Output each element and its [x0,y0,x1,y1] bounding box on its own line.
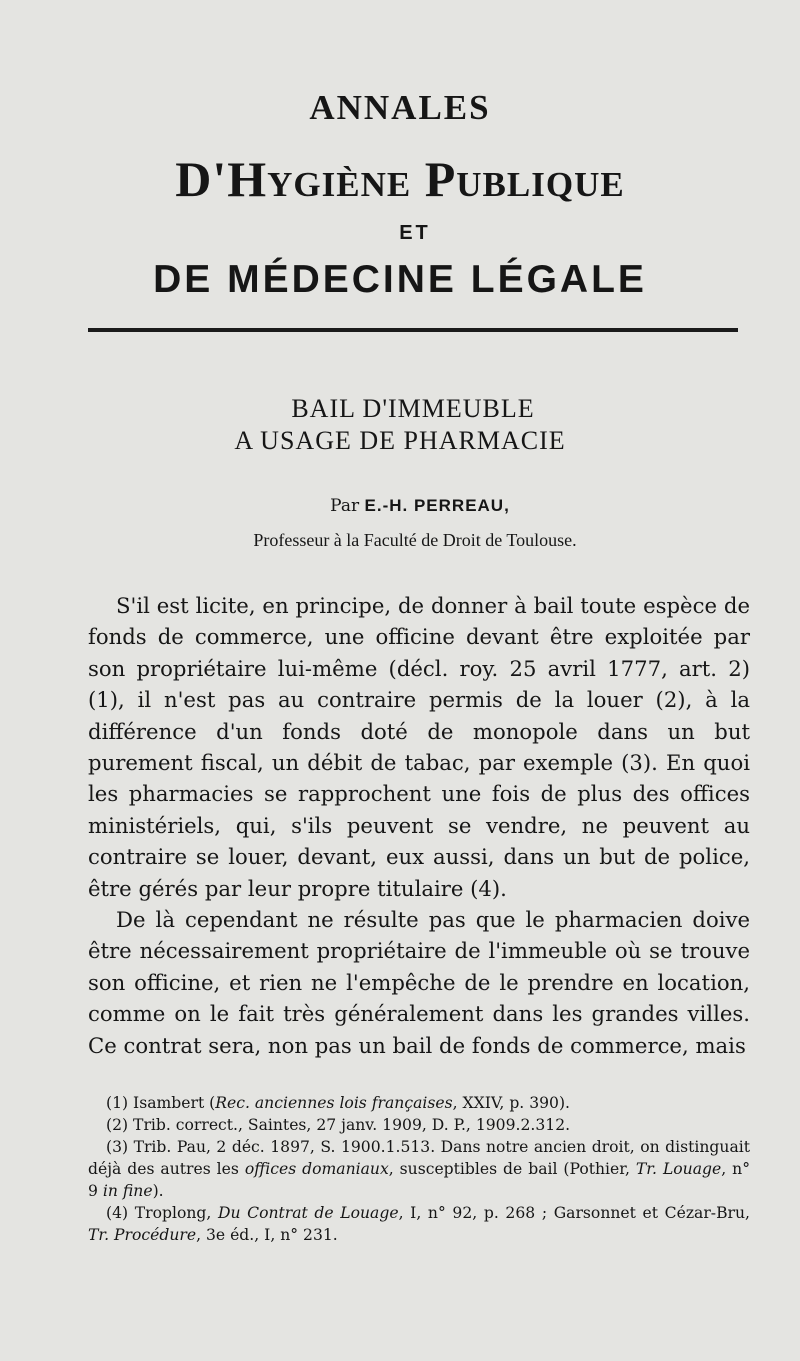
footnote-3-text-3: , n° 9 [88,1160,750,1200]
journal-et-conjunction: ET [399,222,431,244]
footnote-3-text-end: ). [152,1182,164,1200]
footnote-3 [88,1136,750,1202]
footnote-3-text-2: , susceptibles de bail (Pothier, [388,1160,636,1178]
journal-title-line-1: D'Hygiène Publique [175,151,625,207]
author-name: E.-H. PERREAU, [364,496,510,515]
footnote-3-italic-3: in fine [102,1182,153,1200]
article-body [88,590,750,1061]
journal-annales-heading: ANNALES [309,88,491,127]
footnote-1-text: (1) Isambert ( [106,1094,216,1112]
footnote-4-italic-1: Du Contrat de Louage [217,1204,399,1222]
footnote-3-italic-2: Tr. Louage [635,1160,722,1178]
footnote-2: (2) Trib. correct., Saintes, 27 janv. 1909, D. P., 1909.2.312. [106,1116,571,1134]
footnote-4 [88,1202,750,1246]
footnote-1-text-end: , XXIV, p. 390). [452,1094,571,1112]
article-title-line-2: A USAGE DE PHARMACIE [234,426,566,455]
footnote-4-text: (4) Troplong, [106,1204,218,1222]
article-byline [0,496,800,516]
footnote-3-italic-1: offices domaniaux [244,1160,389,1178]
footnote-4-italic-2: Tr. Procédure [88,1226,197,1244]
author-affiliation: Professeur à la Faculté de Droit de Toulouse. [253,530,577,550]
journal-title-line-2: DE MÉDECINE LÉGALE [153,258,647,301]
article-title-line-1: BAIL D'IMMEUBLE [291,394,535,423]
footnote-1 [88,1092,750,1114]
body-paragraph-2: De là cependant ne résulte pas que le pharmacien doive être nécessairement propriétaire de l'immeuble où se trouve son officine, et rien ne l'empêche de le prendre en location, comme on le fait très généralement dans les grandes villes. Ce contrat sera, non pas un bail de fonds de commerce, mais [88,907,750,1058]
footnote-4-text-end: , 3e éd., I, n° 231. [196,1226,338,1244]
header-divider-rule [88,328,738,332]
footnote-1-italic: Rec. anciennes lois françaises [215,1094,453,1112]
footnotes [88,1092,750,1246]
byline-prefix: Par [330,496,360,516]
footnote-4-text-2: , I, n° 92, p. 268 ; Garsonnet et Cézar-Bru, [398,1204,750,1222]
footnote-3-text: (3) Trib. Pau, 2 déc. 1897, S. 1900.1.513. Dans notre ancien droit, on distinguait déjà des autres les [88,1138,750,1178]
body-paragraph-1: S'il est licite, en principe, de donner à bail toute espèce de fonds de commerce, une officine devant être exploitée par son propriétaire lui-même (décl. roy. 25 avril 1777, art. 2) (1), il n'est pas au contraire permis de la louer (2), à la différence d'un fonds doté de monopole dans un but purement fiscal, un débit de tabac, par exemple (3). En quoi les pharmacies se rapprochent une fois de plus des offices ministériels, qui, s'ils peuvent se vendre, ne peuvent au contraire se louer, devant, eux aussi, dans un but de police, être gérés par leur propre titulaire (4). [88,593,750,901]
